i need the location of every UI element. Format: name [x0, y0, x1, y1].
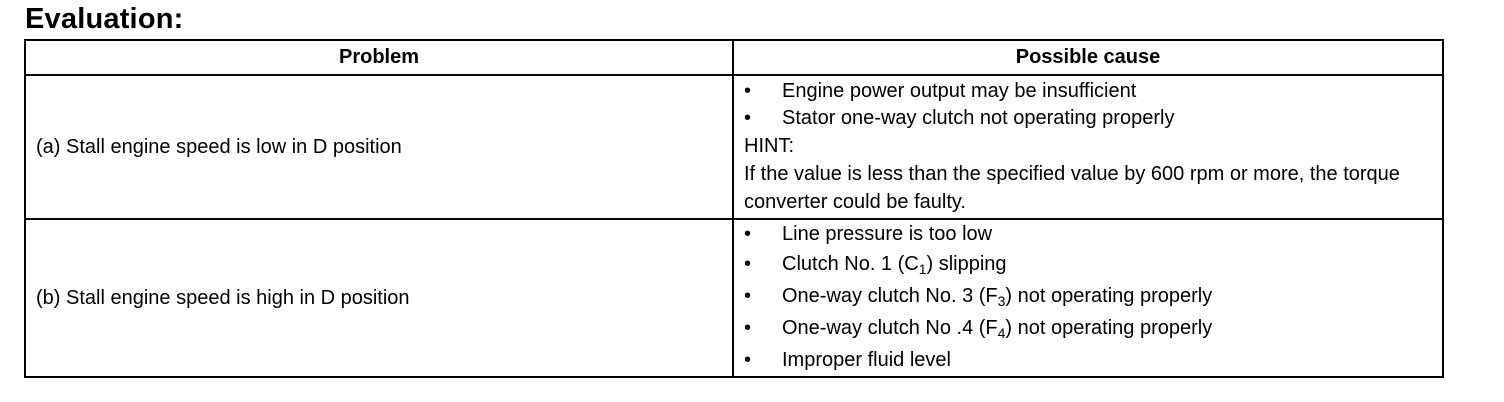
header-problem: Problem	[25, 40, 733, 75]
bullet-icon: •	[744, 107, 752, 129]
cause-text: Engine power output may be insufficient	[782, 80, 1137, 102]
cause-item	[744, 280, 1432, 312]
cause-text-pre: One-way clutch No. 3 (F	[782, 284, 998, 307]
bullet-icon: •	[744, 222, 752, 245]
header-possible-cause: Possible cause	[733, 40, 1443, 75]
cause-text-post: ) slipping	[926, 252, 1007, 275]
cause-text: Stator one-way clutch not operating properly	[782, 107, 1175, 129]
cause-text-pre: Clutch No. 1 (C	[782, 252, 919, 275]
table-row	[25, 219, 1443, 377]
cause-text-post: ) not operating properly	[1005, 284, 1213, 307]
hint-label: HINT:	[744, 135, 794, 157]
cause-text-pre: One-way clutch No .4 (F	[782, 316, 998, 339]
bullet-icon: •	[744, 348, 752, 371]
cause-list	[744, 78, 1432, 132]
cause-subscript: 3	[997, 292, 1006, 309]
cause-list	[744, 221, 1432, 376]
page-title: Evaluation:	[25, 3, 184, 35]
cause-subscript: 1	[918, 260, 927, 277]
cause-text: Line pressure is too low	[782, 222, 993, 245]
cause-subscript: 4	[997, 324, 1006, 341]
problem-cell: (b) Stall engine speed is high in D position	[25, 219, 733, 377]
cause-item	[744, 78, 1432, 105]
cause-text: Improper fluid level	[782, 348, 951, 371]
cause-cell	[733, 219, 1443, 377]
cause-item	[744, 248, 1432, 280]
cause-item	[744, 312, 1432, 344]
evaluation-table	[24, 39, 1444, 378]
hint-text: If the value is less than the specified value by 600 rpm or more, the torque converter could be faulty.	[744, 163, 1400, 213]
bullet-icon: •	[744, 80, 752, 102]
table-row	[25, 75, 1443, 219]
cause-text-post: ) not operating properly	[1005, 316, 1213, 339]
cause-item	[744, 221, 1432, 248]
bullet-icon: •	[744, 284, 752, 307]
bullet-icon: •	[744, 316, 752, 339]
problem-cell: (a) Stall engine speed is low in D position	[25, 75, 733, 219]
cause-item	[744, 344, 1432, 376]
bullet-icon: •	[744, 252, 752, 275]
cause-cell	[733, 75, 1443, 219]
cause-item	[744, 105, 1432, 132]
header-row	[25, 40, 1443, 75]
